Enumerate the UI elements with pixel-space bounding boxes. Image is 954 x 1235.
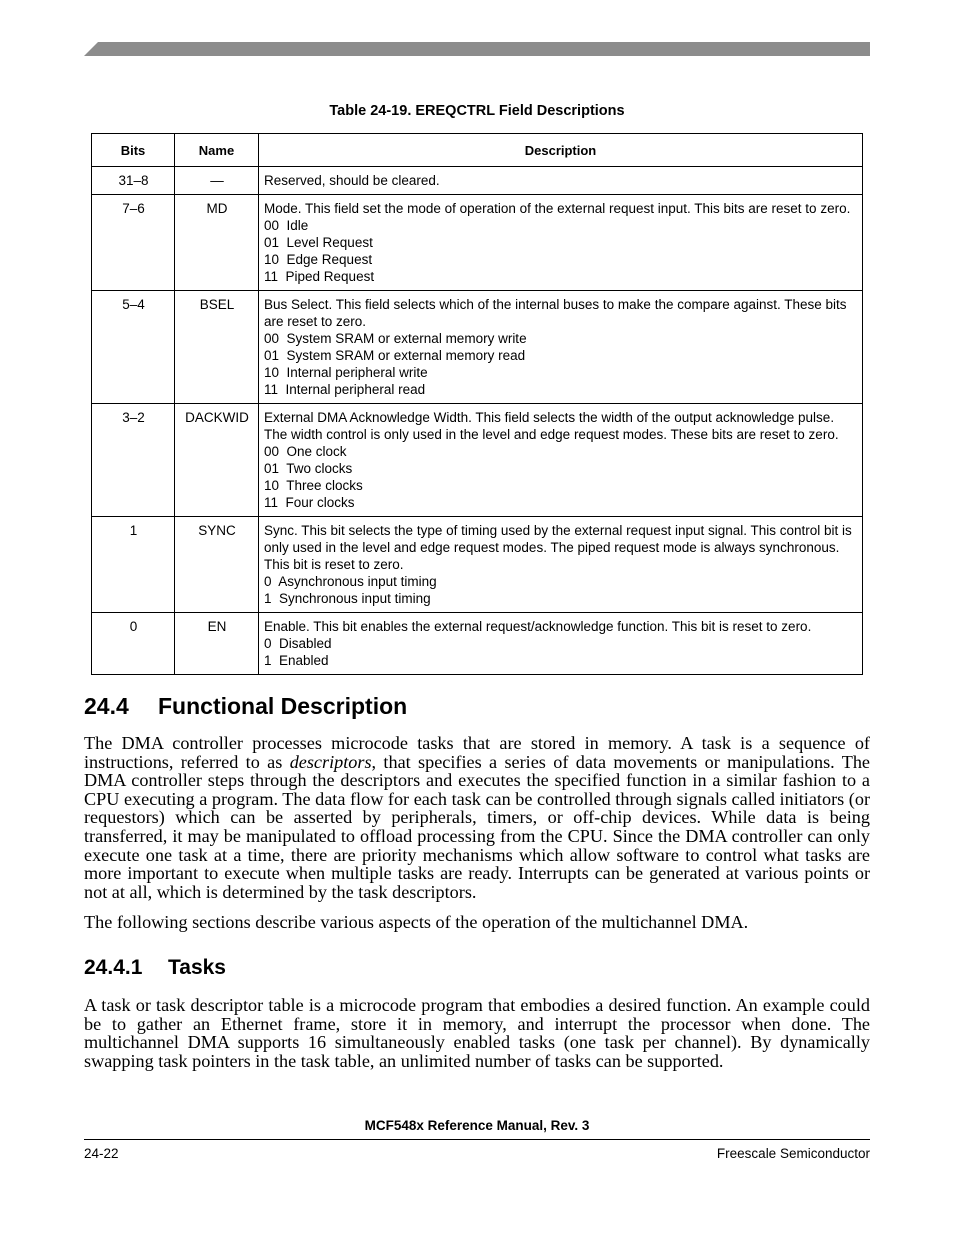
description-text: Sync. This bit selects the type of timing used by the external request input signal. This control bit is only used in the level and edge request modes. The piped request mode is always synchronous. This bit is reset to zero. [264,523,852,572]
cell-name: DACKWID [175,404,259,517]
footer-page-number: 24-22 [84,1146,119,1161]
value-option: 1 Enabled [264,653,329,668]
field-descriptions-table [91,133,863,675]
description-text: Mode. This field set the mode of operation of the external request input. This bits are reset to zero. [264,201,851,216]
value-option: 11 Piped Request [264,269,375,284]
table-row [92,195,863,291]
value-option: 1 Synchronous input timing [264,591,431,606]
table-row [92,291,863,404]
cell-bits: 7–6 [92,195,175,291]
cell-description [259,517,863,613]
value-option: 00 System SRAM or external memory write [264,331,527,346]
table-row [92,404,863,517]
table-row [92,613,863,675]
section-number: 24.4 [84,693,129,719]
functional-description-paragraph [84,734,870,901]
cell-name: MD [175,195,259,291]
value-option: 11 Internal peripheral read [264,382,426,397]
cell-name: BSEL [175,291,259,404]
paragraph-text: The DMA controller processes microcode tasks that are stored in memory. A task is a sequence of instructions, referred to as [84,733,870,772]
section-heading-tasks [84,956,226,980]
value-option: 0 Disabled [264,636,332,651]
cell-description [259,167,863,195]
value-option: 0 Asynchronous input timing [264,574,437,589]
value-option: 10 Internal peripheral write [264,365,428,380]
table-row [92,167,863,195]
value-option: 01 Two clocks [264,461,353,476]
value-option: 01 System SRAM or external memory read [264,348,526,363]
section-title: Functional Description [158,693,408,719]
value-option: 10 Three clocks [264,478,363,493]
table-row [92,517,863,613]
header-bits: Bits [92,134,175,167]
description-text: Bus Select. This field selects which of the internal buses to make the compare against. These bits are reset to zero. [264,297,847,329]
header-description: Description [259,134,863,167]
cell-bits: 31–8 [92,167,175,195]
header-bar [84,42,870,56]
value-option: 10 Edge Request [264,252,373,267]
cell-description [259,195,863,291]
sections-intro-paragraph: The following sections describe various aspects of the operation of the multichannel DMA. [84,912,749,932]
section-heading-functional-description [84,693,407,720]
value-option: 11 Four clocks [264,495,355,510]
cell-description [259,404,863,517]
cell-bits: 0 [92,613,175,675]
description-text: External DMA Acknowledge Width. This field selects the width of the output acknowledge pulse. The width control is only used in the level and edge request modes. These bits are reset to zero. [264,410,839,442]
value-option: 00 Idle [264,218,309,233]
cell-name: — [175,167,259,195]
cell-bits: 3–2 [92,404,175,517]
table-caption: Table 24-19. EREQCTRL Field Descriptions [329,103,625,119]
cell-description [259,291,863,404]
table-header-row [92,134,863,167]
cell-description [259,613,863,675]
cell-bits: 5–4 [92,291,175,404]
cell-bits: 1 [92,517,175,613]
header-name: Name [175,134,259,167]
description-text: Enable. This bit enables the external request/acknowledge function. This bit is reset to zero. [264,619,812,634]
value-option: 01 Level Request [264,235,373,250]
footer-manual-title: MCF548x Reference Manual, Rev. 3 [364,1118,590,1133]
footer-divider [84,1139,870,1140]
section-title: Tasks [168,956,226,979]
section-number: 24.4.1 [84,956,143,979]
descriptors-term: descriptors [289,751,372,772]
footer-company: Freescale Semiconductor [716,1146,870,1161]
paragraph-text: , that specifies a series of data movements or manipulations. The DMA controller steps through the descriptors and executes the specified function in a similar fashion to a CPU executing a program. The data flow for each task can be controlled through signals called initiators (or requestors) which can be asserted by peripherals, timers, or off-chip devices. While data is being transferred, it may be manipulated to offload processing from the CPU. Since the DMA controller can only execute one task at a time, there are priority mechanisms which allow software to control what tasks are more important to execute when multiple tasks are ready. Interrupts can be generated at various points or not at all, which is determined by the task descriptors. [84,751,870,902]
cell-name: EN [175,613,259,675]
cell-name: SYNC [175,517,259,613]
tasks-paragraph: A task or task descriptor table is a microcode program that embodies a desired function. An example could be to gather an Ethernet frame, store it in memory, and interrupt the processor when done. The multichannel DMA supports 16 simultaneously enabled tasks (one task per channel). By dynamically swapping task pointers in the task table, an unlimited number of tasks can be supported. [84,995,870,1071]
description-text: Reserved, should be cleared. [264,173,440,188]
value-option: 00 One clock [264,444,347,459]
